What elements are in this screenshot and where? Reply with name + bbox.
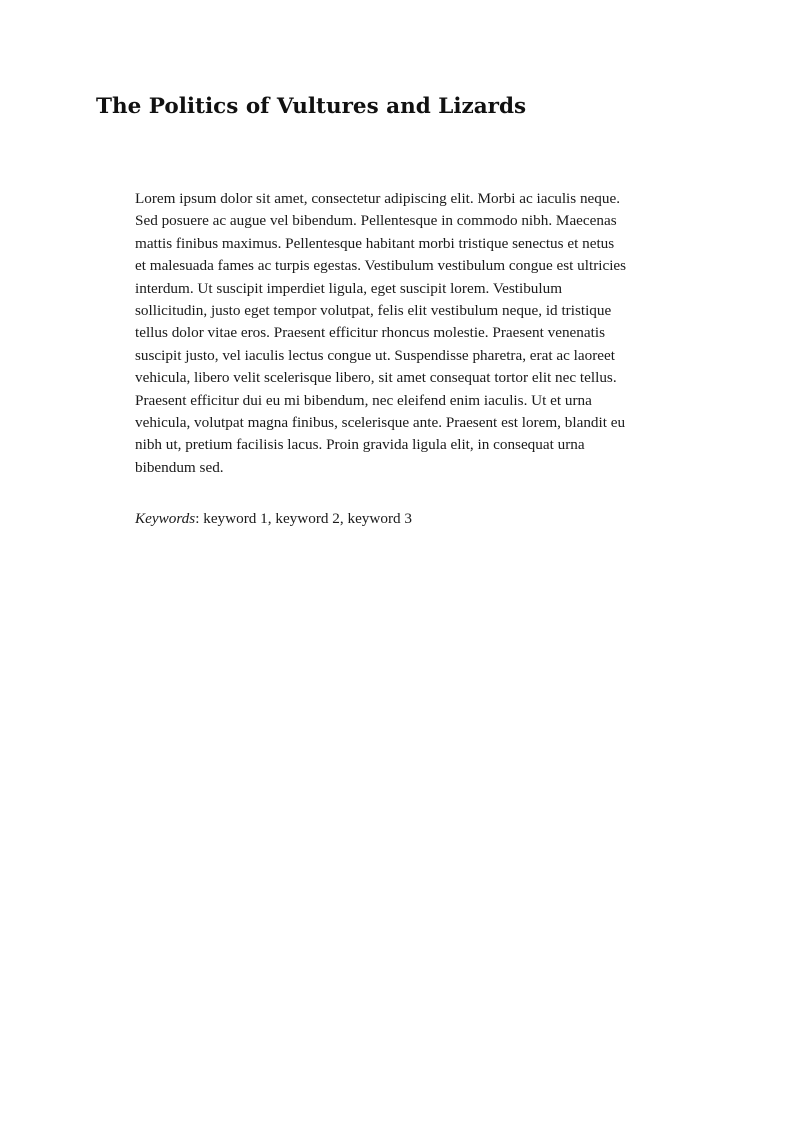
keywords-value: keyword 1, keyword 2, keyword 3 xyxy=(203,510,413,527)
abstract-line: Sed posuere ac augue vel bibendum. Pellentesque in commodo nibh. Maecenas xyxy=(135,212,617,230)
abstract xyxy=(135,188,660,479)
abstract-line: Lorem ipsum dolor sit amet, consectetur adipiscing elit. Morbi ac iaculis neque. xyxy=(135,190,621,207)
abstract-line: sollicitudin, justo eget tempor volutpat, felis elit vestibulum neque, id tristique xyxy=(135,301,612,319)
keywords-separator: : xyxy=(195,510,204,527)
abstract-line: tellus dolor vitae eros. Praesent efficitur rhoncus molestie. Praesent venenatis xyxy=(135,324,605,342)
abstract-line: mattis finibus maximus. Pellentesque habitant morbi tristique senectus et netus xyxy=(135,234,615,252)
abstract-line: vehicula, libero velit scelerisque libero, sit amet consequat tortor elit nec tellus. xyxy=(135,369,617,387)
abstract-line: interdum. Ut suscipit imperdiet ligula, eget suscipit lorem. Vestibulum xyxy=(135,279,563,297)
abstract-line: bibendum sed. xyxy=(135,458,224,476)
abstract-line: suscipit justo, vel iaculis lectus congue ut. Suspendisse pharetra, erat ac laoreet xyxy=(135,346,615,364)
abstract-line: Praesent efficitur dui eu mi bibendum, nec eleifend enim iaculis. Ut et urna xyxy=(135,391,592,409)
document-title: The Politics of Vultures and Lizards xyxy=(96,94,527,119)
keywords-label: Keywords xyxy=(135,510,196,527)
abstract-line: nibh ut, pretium facilisis lacus. Proin gravida ligula elit, in consequat urna xyxy=(135,436,585,454)
abstract-line: vehicula, volutpat magna finibus, scelerisque ante. Praesent est lorem, blandit eu xyxy=(135,413,626,431)
keywords xyxy=(135,508,412,530)
abstract-line: et malesuada fames ac turpis egestas. Vestibulum vestibulum congue est ultricies xyxy=(135,257,627,275)
